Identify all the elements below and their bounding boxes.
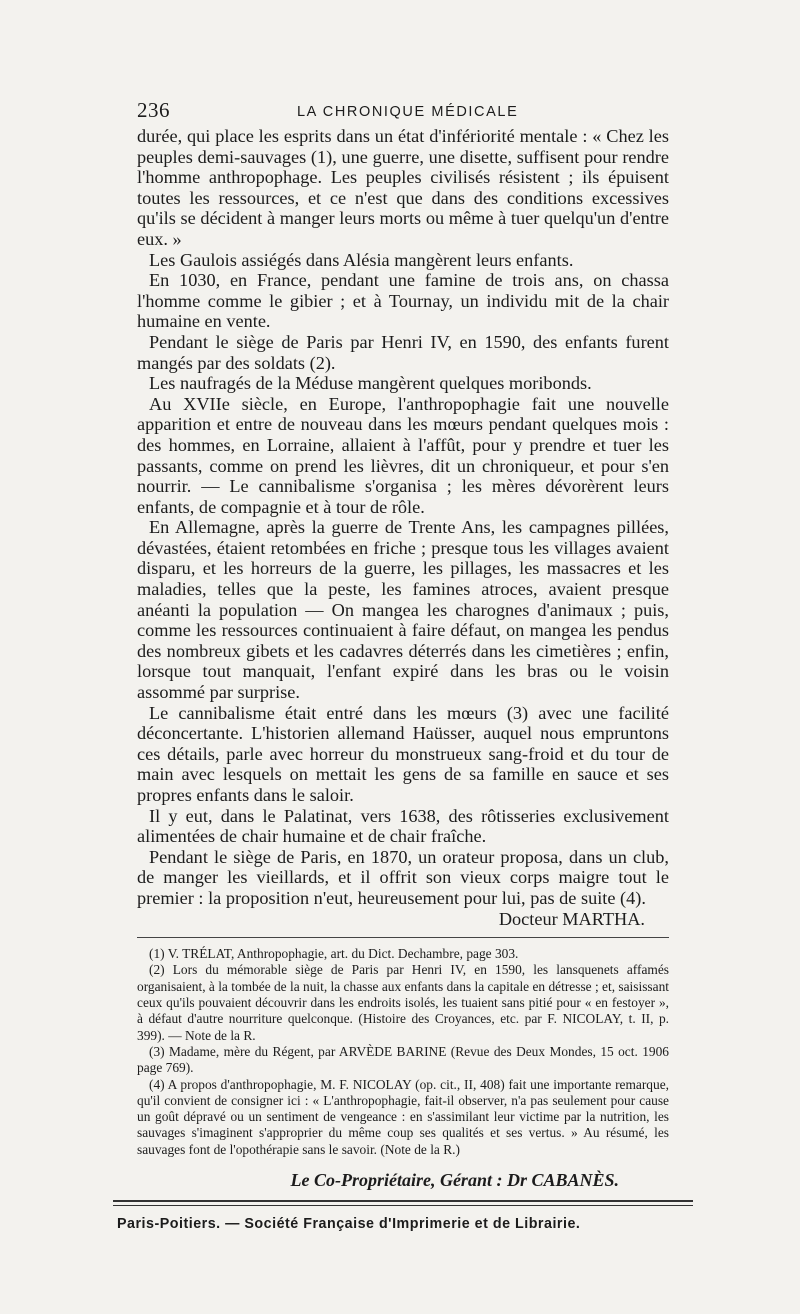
paragraph-4: Pendant le siège de Paris par Henri IV, en 1590, des enfants furent mangés par des soldats (2). <box>137 331 669 373</box>
paragraph-8: Le cannibalisme était entré dans les mœurs (3) avec une facilité déconcertante. L'historien allemand Haüsser, auquel nous empruntons ces détails, parle avec horreur du monstrueux sang-froid et du tour de main avec lesquels on mettait les gens de sa famille en sauce et ses propres enfants dans le saloir. <box>137 702 669 805</box>
page <box>117 96 669 1233</box>
article-body <box>137 126 669 929</box>
paragraph-2: Les Gaulois assiégés dans Alésia mangèrent leurs enfants. <box>149 249 574 270</box>
footnotes <box>137 946 669 1158</box>
footnote-4: (4) A propos d'anthropophagie, M. F. NICOLAY (op. cit., II, 408) fait une importante remarque, qu'il convient de consigner ici : « L'anthropophagie, fait-il observer, n'a pas seulement pour cause un goût dépravé ou un sentiment de vengeance : en s'assimilant leur victime par la nutrition, les sauvages s'imaginent s'approprier du même coup ses qualités et ses vertus. » Au résumé, les sauvages font de l'opothérapie sans le savoir. (Note de la R.) <box>137 1076 669 1157</box>
journal-title: LA CHRONIQUE MÉDICALE <box>297 104 519 120</box>
paragraph-9: Il y eut, dans le Palatinat, vers 1638, des rôtisseries exclusivement alimentées de chair humaine et de chair fraîche. <box>137 805 669 847</box>
paragraph-10: Pendant le siège de Paris, en 1870, un orateur proposa, dans un club, de manger les vieillards, et il offrit son vieux corps maigre tout le premier : la proposition n'eut, heureusement pour lui, pas de suite (4). <box>137 846 669 908</box>
paragraph-3: En 1030, en France, pendant une famine de trois ans, on chassa l'homme comme le gibier ; et à Tournay, un individu mit de la chair humaine en vente. <box>137 270 669 332</box>
paragraph-6: Au XVIIe siècle, en Europe, l'anthropophagie fait une nouvelle apparition et entre de nouveau dans les mœurs pendant quelques mois : des hommes, en Lorraine, allaient à l'affût, pour y prendre et tuer les passants, comme on prend les lièvres, dit un chroniqueur, et pour s'en nourrir. — Le cannibalisme s'organisa ; les mères dévorèrent leurs enfants, de compagnie et à tour de rôle. <box>137 393 669 517</box>
footnote-3: (3) Madame, mère du Régent, par ARVÈDE BARINE (Revue des Deux Mondes, 15 oct. 1906 page 769). <box>137 1043 669 1076</box>
paragraph-7: En Allemagne, après la guerre de Trente Ans, les campagnes pillées, dévastées, étaient retombées en friche ; presque tous les villages avaient disparu, et les horreurs de la guerre, les pillages, les massacres et les maladies, telles que la peste, les famines atroces, avaient presque anéanti la population — On mangea les charognes d'animaux ; puis, comme les ressources continuaient à faire défaut, on mangea les pendus des nombreux gibets et les cadavres déterrés dans les cimetières ; enfin, lorsque tout manquait, l'enfant expiré dans les bras ou le voisin assommé par surprise. <box>137 517 669 703</box>
footer-rule-thick <box>113 1200 693 1202</box>
colophon: Le Co-Propriétaire, Gérant : Dr CABANÈS. <box>290 1170 619 1191</box>
signature-line <box>137 909 669 930</box>
paragraph-1: durée, qui place les esprits dans un état d'infériorité mentale : « Chez les peuples demi-sauvages (1), une guerre, une disette, suffisent pour rendre l'homme anthropophage. Les peuples civilisés résistent ; ils épuisent toutes les ressources, et ce n'est que dans des conditions excessives qu'ils se décident à manger leurs morts ou même à tuer quelqu'un d'entre eux. » <box>137 126 669 249</box>
paragraph-5: Les naufragés de la Méduse mangèrent quelques moribonds. <box>149 373 592 394</box>
footnotes-divider <box>137 937 669 938</box>
printer-imprint: Paris-Poitiers. — Société Française d'Imprimerie et de Librairie. <box>117 1216 581 1233</box>
footer-rules <box>113 1200 693 1206</box>
footer-rule-thin <box>113 1205 693 1206</box>
footnote-1: (1) V. TRÉLAT, Anthropophagie, art. du Dict. Dechambre, page 303. <box>149 946 519 962</box>
author-signature: Docteur MARTHA. <box>498 908 645 929</box>
footnote-2: (2) Lors du mémorable siège de Paris par Henri IV, en 1590, les lansquenets affamés organisaient, à la tombée de la nuit, la chasse aux enfants dans la capitale en détresse ; et, saisissant ceux qu'ils pouvaient découvrir dans les endroits isolés, les tuaient sans pitié pour « en festoyer », à défaut d'autre nourriture quelconque. (Histoire des Croyances, etc. par F. NICOLAY, t. II, p. 399). — Note de la R. <box>137 962 669 1043</box>
page-number: 236 <box>137 98 170 122</box>
running-head <box>137 96 669 126</box>
